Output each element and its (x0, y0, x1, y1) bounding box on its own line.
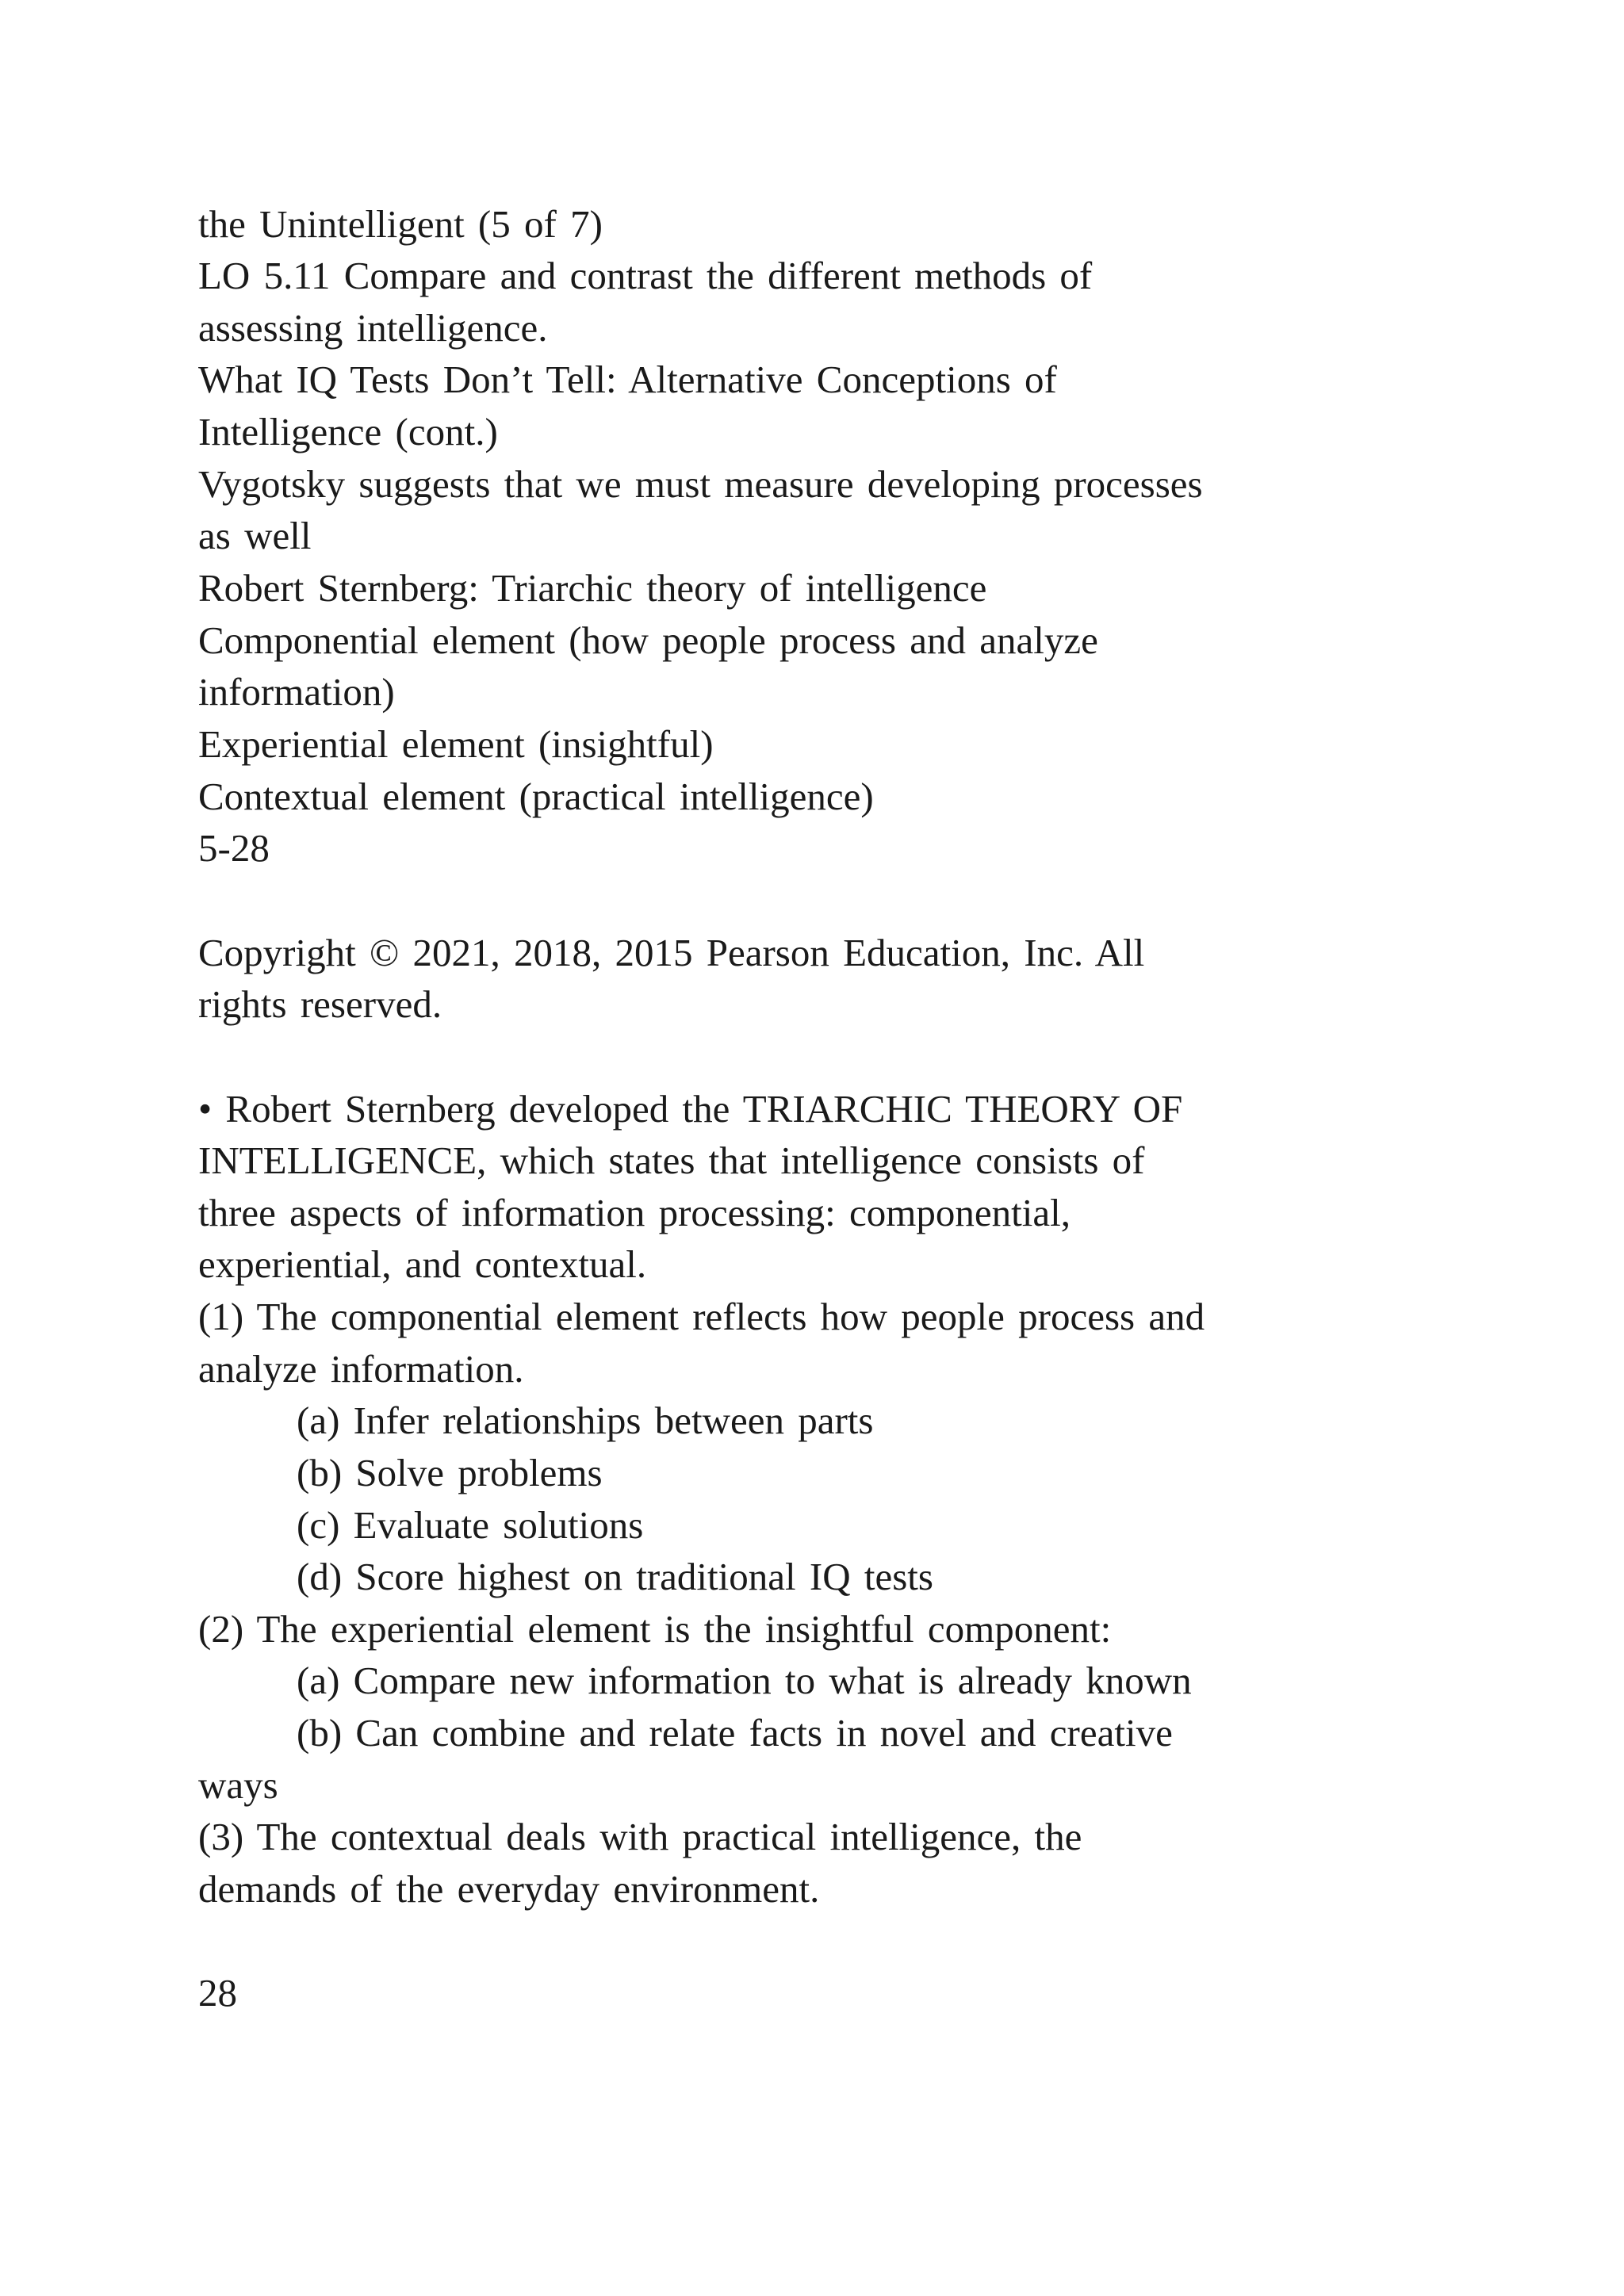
text-line: (1) The componential element reflects how people process and (198, 1295, 1205, 1338)
slide-number: 5-28 (198, 826, 270, 870)
text-line: (3) The contextual deals with practical intelligence, the (198, 1815, 1082, 1858)
list-item: (d) Score highest on traditional IQ tests (297, 1555, 933, 1598)
copyright-line: rights reserved. (198, 982, 442, 1026)
list-item: (b) Can combine and relate facts in novel and creative (297, 1711, 1173, 1755)
copyright-line: Copyright © 2021, 2018, 2015 Pearson Education, Inc. All (198, 931, 1145, 974)
text-line: analyze information. (198, 1347, 524, 1391)
text-line: demands of the everyday environment. (198, 1867, 820, 1911)
list-item: (a) Infer relationships between parts (297, 1399, 874, 1442)
text-line: LO 5.11 Compare and contrast the different methods of (198, 254, 1093, 297)
text-line: • Robert Sternberg developed the TRIARCHIC THEORY OF (198, 1087, 1183, 1131)
text-line: experiential, and contextual. (198, 1242, 647, 1286)
text-line: as well (198, 514, 312, 557)
list-item: (a) Compare new information to what is already known (297, 1659, 1192, 1702)
text-line: INTELLIGENCE, which states that intelligence consists of (198, 1138, 1145, 1182)
text-line: the Unintelligent (5 of 7) (198, 202, 603, 246)
text-line: Experiential element (insightful) (198, 722, 714, 766)
text-line: Vygotsky suggests that we must measure developing processes (198, 462, 1203, 506)
text-line: Intelligence (cont.) (198, 410, 498, 453)
text-line: Componential element (how people process and analyze (198, 618, 1098, 662)
text-line: ways (198, 1763, 278, 1807)
list-item: (b) Solve problems (297, 1451, 603, 1494)
text-line: Robert Sternberg: Triarchic theory of intelligence (198, 566, 987, 610)
text-line: assessing intelligence. (198, 306, 548, 350)
text-line: What IQ Tests Don’t Tell: Alternative Conceptions of (198, 358, 1057, 401)
text-line: information) (198, 670, 395, 714)
text-line: Contextual element (practical intelligence) (198, 775, 874, 818)
text-line: three aspects of information processing: componential, (198, 1191, 1071, 1234)
text-line: (2) The experiential element is the insightful component: (198, 1607, 1112, 1651)
page-number: 28 (198, 1971, 237, 2015)
list-item: (c) Evaluate solutions (297, 1503, 644, 1547)
